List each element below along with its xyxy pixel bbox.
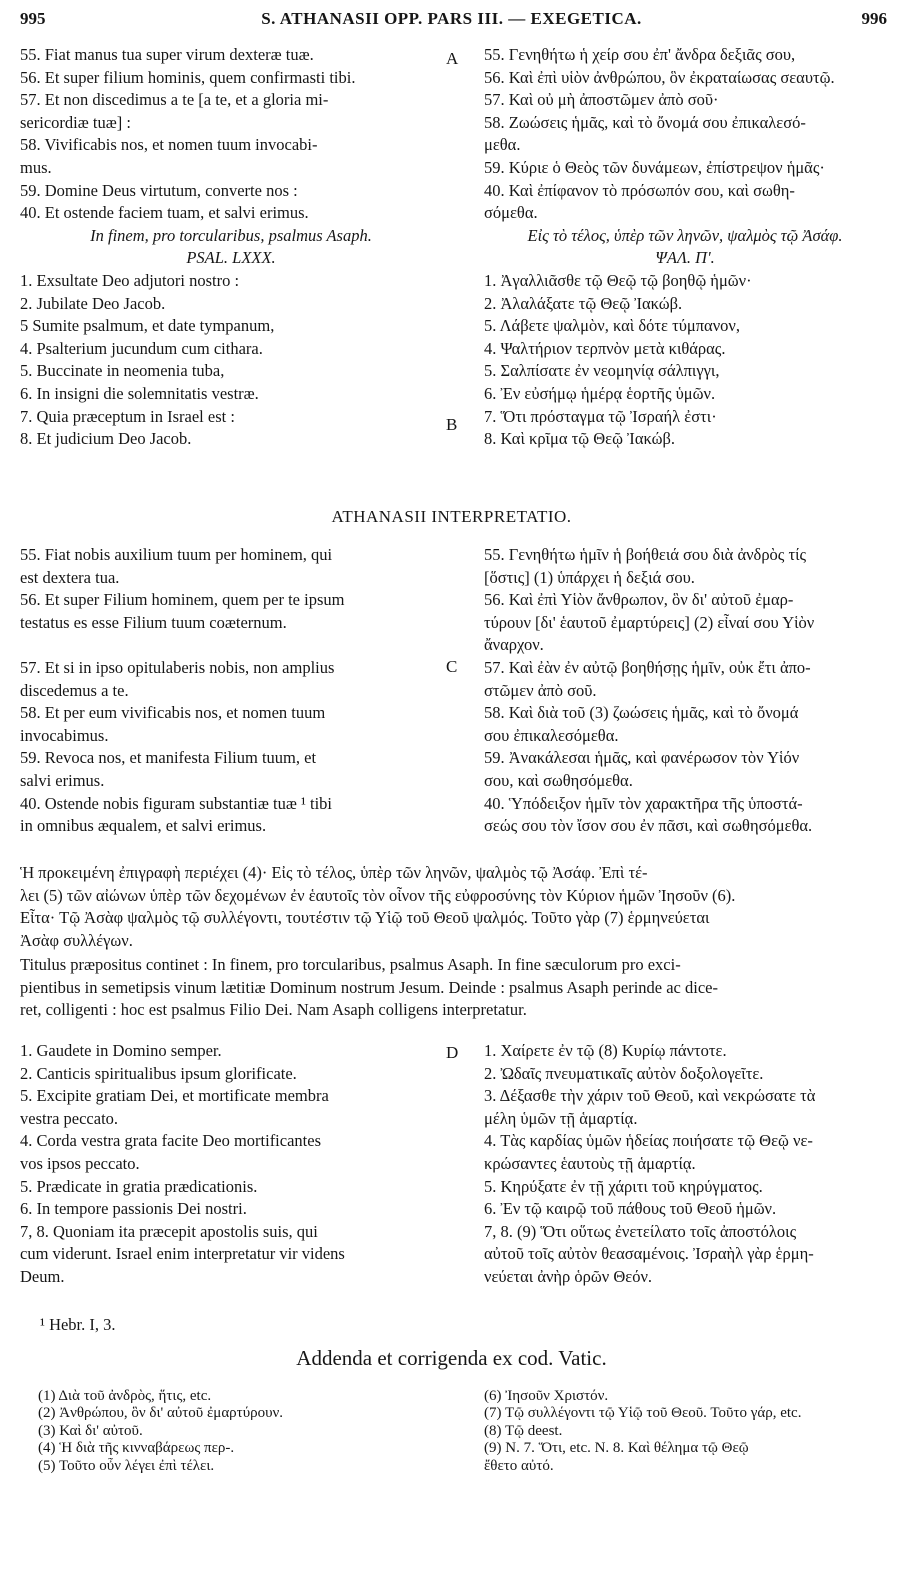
interp-greek-line: σεώς σου τὸν ἴσον σου ἐν πᾶσι, καὶ σωθησόμεθα. (484, 816, 813, 836)
addenda-note: (9) N. 7. Ὅτι, etc. N. 8. Καὶ θέλημα τῷ Θεῷ (484, 1440, 749, 1457)
final-latin-line: Deum. (20, 1266, 65, 1286)
final-greek-line: 7, 8. (9) Ὅτι οὕτως ἐνετείλατο τοῖς ἀποστόλοις (484, 1221, 797, 1241)
addenda-note: (7) Τῷ συλλέγοντι τῷ Υἱῷ τοῦ Θεοῦ. Τοῦτο γάρ, etc. (484, 1405, 802, 1422)
psalm-greek-line: 7. Ὅτι πρόσταγμα τῷ Ἰσραήλ ἐστι· (484, 406, 717, 426)
interp-latin-line: discedemus a te. (20, 680, 129, 700)
psalm-latin-line: 8. Et judicium Deo Jacob. (20, 429, 192, 449)
psalm-greek-line: μεθα. (484, 135, 521, 155)
interp-greek-line: 40. Ὑπόδειξον ἡμῖν τὸν χαρακτῆρα τῆς ὑποστά- (484, 793, 803, 813)
psalm-latin-heading: PSAL. LXXX. (186, 248, 276, 268)
addenda-note: (2) Ἀνθρώπου, ὃν δι' αὐτοῦ ἐμαρτύρουν. (38, 1405, 284, 1422)
greek-commentary-line: λει (5) τῶν αἰώνων ὑπὲρ τῶν δεχομένων ἐν ἑαυτοῖς τὸν οἶνον τῆς εὐφροσύνης τὸν Κύριον ἡμῶν Ἰησοῦν (6). (20, 885, 736, 905)
psalm-greek-line: 2. Ἀλαλάξατε τῷ Θεῷ Ἰακώβ. (484, 293, 683, 313)
interp-greek-line: 58. Καὶ διὰ τοῦ (3) ζωώσεις ἡμᾶς, καὶ τὸ ὄνομά (484, 703, 799, 723)
psalm-greek-line: 59. Κύριε ὁ Θεὸς τῶν δυνάμεων, ἐπίστρεψον ἡμᾶς· (484, 157, 825, 177)
final-greek-line: 1. Χαίρετε ἐν τῷ (8) Κυρίῳ πάντοτε. (484, 1041, 727, 1060)
final-latin-line: vestra peccato. (20, 1108, 119, 1128)
margin-marker-b: B (446, 415, 458, 434)
psalm-greek-line: 1. Ἀγαλλιᾶσθε τῷ Θεῷ τῷ βοηθῷ ἡμῶν· (484, 270, 752, 290)
left-page-number: 995 (20, 9, 46, 28)
final-latin-line: 4. Corda vestra grata facite Deo mortificantes (20, 1131, 321, 1151)
interp-latin-spacer (20, 634, 442, 657)
psalm-latin-line: 55. Fiat manus tua super virum dexteræ tuæ. (20, 45, 314, 64)
final-greek-line: κρώσαντες ἑαυτοὺς τῇ ἁμαρτίᾳ. (484, 1153, 696, 1173)
margin-marker-d: D (446, 1043, 459, 1062)
psalm-latin-line: 1. Exsultate Deo adjutori nostro : (20, 270, 240, 290)
final-greek-line: 2. Ὠδαῖς πνευματικαῖς αὐτὸν δοξολογεῖτε. (484, 1063, 764, 1083)
final-greek-line: 5. Κηρύξατε ἐν τῇ χάριτι τοῦ κηρύγματος. (484, 1176, 763, 1196)
interp-latin-line: est dextera tua. (20, 567, 120, 587)
interp-latin-line: 40. Ostende nobis figuram substantiæ tuæ ¹ tibi (20, 793, 333, 813)
final-greek-line: νεύεται ἀνὴρ ὁρῶν Θεόν. (484, 1266, 653, 1286)
interp-greek-line: 59. Ἀνακάλεσαι ἡμᾶς, καὶ φανέρωσον τὸν Υἱόν (484, 748, 800, 768)
psalm-greek-column (484, 44, 886, 451)
final-latin-column (20, 1040, 442, 1289)
psalm-latin-column (20, 44, 442, 451)
latin-commentary-line: pientibus in semetipsis vinum lætitiæ Dominum nostrum Jesum. Deinde : psalmus Asaph perinde ac dice- (20, 977, 718, 997)
psalm-latin-line: 5 Sumite psalmum, et date tympanum, (20, 316, 275, 336)
psalm-latin-line: 59. Domine Deus virtutum, converte nos : (20, 180, 298, 200)
final-latin-line: 1. Gaudete in Domino semper. (20, 1041, 222, 1060)
psalm-latin-line: 40. Et ostende faciem tuam, et salvi erimus. (20, 203, 309, 223)
psalm-greek-line: 4. Ψαλτήριον τερπνὸν μετὰ κιθάρας. (484, 338, 726, 358)
interp-greek-line: [ὅστις] (1) ὑπάρχει ἡ δεξιά σου. (484, 567, 695, 587)
psalm-greek-title: Εἰς τὸ τέλος, ὑπὲρ τῶν ληνῶν, ψαλμὸς τῷ Ἀσάφ. (527, 225, 843, 245)
psalm-latin-line: 2. Jubilate Deo Jacob. (20, 293, 166, 313)
psalm-greek-line: 55. Γενηθήτω ἡ χείρ σου ἐπ' ἄνδρα δεξιᾶς σου, (484, 45, 796, 64)
latin-commentary-paragraph (20, 954, 886, 1022)
psalm-greek-heading: ΨΑΛ. Π'. (655, 248, 715, 268)
interp-latin-line: 58. Et per eum vivificabis nos, et nomen tuum (20, 703, 326, 723)
final-greek-line: αὐτοῦ τοῖς αὐτὸν θεασαμένοις. Ἰσραὴλ γὰρ ἑρμη- (484, 1244, 814, 1264)
latin-commentary-line: ret, colligenti : hoc est psalmus Filio Dei. Nam Asaph colligens interpretatur. (20, 1000, 527, 1020)
psalm-latin-line: 5. Buccinate in neomenia tuba, (20, 361, 225, 381)
interpretatio-greek-column (484, 544, 886, 838)
psalm-greek-line: 5. Λάβετε ψαλμὸν, καὶ δότε τύμπανον, (484, 316, 740, 336)
addenda-note: (3) Καὶ δι' αὐτοῦ. (38, 1422, 143, 1439)
right-page-number: 996 (861, 9, 887, 28)
psalm-greek-line: 40. Καὶ ἐπίφανον τὸ πρόσωπόν σου, καὶ σωθη- (484, 180, 795, 200)
running-title: S. ATHANASII OPP. PARS III. — EXEGETICA. (261, 9, 642, 28)
interp-latin-line: 57. Et si in ipso opitulaberis nobis, non amplius (20, 657, 335, 677)
addenda-title: Addenda et corrigenda ex cod. Vatic. (296, 1346, 607, 1370)
psalm-greek-line: 57. Καὶ οὐ μὴ ἀποστῶμεν ἀπὸ σοῦ· (484, 90, 719, 110)
final-greek-line: μέλη ὑμῶν τῇ ἁμαρτίᾳ. (484, 1108, 638, 1128)
interp-latin-line: testatus es esse Filium tuum coæternum. (20, 612, 287, 632)
final-latin-line: 6. In tempore passionis Dei nostri. (20, 1199, 247, 1219)
final-latin-line: 5. Excipite gratiam Dei, et mortificate membra (20, 1086, 329, 1106)
addenda-note: (1) Διὰ τοῦ ἀνδρὸς, ἥτις, etc. (38, 1388, 212, 1404)
interp-latin-line: invocabimus. (20, 725, 109, 745)
greek-commentary-line: Ἀσὰφ συλλέγων. (20, 930, 133, 950)
interp-latin-line: 56. Et super Filium hominem, quem per te ipsum (20, 590, 345, 610)
psalm-latin-line: 57. Et non discedimus a te [a te, et a gloria mi- (20, 90, 329, 110)
psalm-greek-line: 56. Καὶ ἐπὶ υἱὸν ἀνθρώπου, ὃν ἐκραταίωσας σεαυτῷ. (484, 67, 835, 87)
addenda-note: (6) Ἰησοῦν Χριστόν. (484, 1388, 609, 1404)
interp-latin-line: in omnibus æqualem, et salvi erimus. (20, 816, 267, 836)
psalm-greek-line: 5. Σαλπίσατε ἐν νεομηνίᾳ σάλπιγγι, (484, 361, 720, 381)
footnote: ¹ Hebr. I, 3. (40, 1315, 116, 1334)
latin-commentary-line: Titulus præpositus continet : In finem, pro torcularibus, psalmus Asaph. In fine sæculorum pro exci- (20, 955, 681, 974)
margin-marker-c: C (446, 657, 458, 676)
final-greek-line: 6. Ἐν τῷ καιρῷ τοῦ πάθους τοῦ Θεοῦ ἡμῶν. (484, 1199, 777, 1219)
interpretatio-latin-column (20, 544, 442, 838)
interp-greek-line: σου ἐπικαλεσόμεθα. (484, 725, 619, 745)
interp-greek-line: σου, καὶ σωθησόμεθα. (484, 770, 633, 790)
interpretatio-title: ATHANASII INTERPRETATIO. (331, 507, 572, 526)
addenda-note: (4) Ἡ διὰ τῆς κινναβάρεως περ-. (38, 1440, 235, 1457)
psalm-latin-line: 58. Vivificabis nos, et nomen tuum invocabi- (20, 135, 318, 155)
psalm-latin-line: 6. In insigni die solemnitatis vestræ. (20, 383, 259, 403)
final-greek-column (484, 1040, 886, 1289)
addenda-note: (8) Τῷ deest. (484, 1422, 563, 1439)
interp-latin-line: salvi erimus. (20, 770, 105, 790)
final-greek-line: 4. Τὰς καρδίας ὑμῶν ἡδείας ποιήσατε τῷ Θεῷ νε- (484, 1131, 813, 1151)
psalm-latin-line: 4. Psalterium jucundum cum cithara. (20, 338, 263, 358)
addenda-note: ἔθετο αὐτό. (484, 1457, 554, 1474)
final-latin-line: 5. Prædicate in gratia prædicationis. (20, 1176, 258, 1196)
psalm-greek-line: 8. Καὶ κρῖμα τῷ Θεῷ Ἰακώβ. (484, 429, 676, 449)
greek-commentary-line: Ἡ προκειμένη ἐπιγραφὴ περιέχει (4)· Εἰς τὸ τέλος, ὑπὲρ τῶν ληνῶν, ψαλμὸς τῷ Ἀσάφ. Ἐπὶ τέ- (20, 863, 648, 882)
interp-greek-line: τύρουν [δι' ἑαυτοῦ ἐμαρτύρεις] (2) εἶναί σου Υἱὸν (484, 612, 815, 632)
psalm-latin-line: 7. Quia præceptum in Israel est : (20, 406, 235, 426)
final-latin-line: 7, 8. Quoniam ita præcepit apostolis suis, qui (20, 1221, 318, 1241)
greek-commentary-line: Εἶτα· Τῷ Ἀσὰφ ψαλμὸς τῷ συλλέγοντι, τουτέστιν τῷ Υἱῷ τοῦ Θεοῦ ψαλμός. Τοῦτο γὰρ (7) ἑρμηνεύεται (20, 908, 710, 928)
interp-latin-line: 59. Revoca nos, et manifesta Filium tuum, et (20, 748, 317, 768)
psalm-greek-line: σόμεθα. (484, 203, 538, 223)
interp-greek-line: ἄναρχον. (484, 635, 544, 655)
psalm-latin-line: sericordiæ tuæ] : (20, 112, 131, 132)
psalm-latin-line: mus. (20, 157, 52, 177)
interp-greek-line: 57. Καὶ ἐὰν ἐν αὐτῷ βοηθήσῃς ἡμῖν, οὐκ ἔτι ἀπο- (484, 657, 811, 677)
final-latin-line: cum viderunt. Israel enim interpretatur vir videns (20, 1244, 345, 1264)
final-latin-line: vos ipsos peccato. (20, 1153, 140, 1173)
interp-greek-line: 56. Καὶ ἐπὶ Υἱὸν ἄνθρωπον, ὃν δι' αὐτοῦ ἐμαρ- (484, 590, 794, 610)
margin-marker-a: A (446, 49, 459, 68)
interp-greek-line: 55. Γενηθήτω ἡμῖν ἡ βοήθειά σου διὰ ἀνδρὸς τίς (484, 545, 807, 564)
interp-greek-line: στῶμεν ἀπὸ σοῦ. (484, 680, 597, 700)
psalm-greek-line: 6. Ἐν εὐσήμῳ ἡμέρᾳ ἑορτῆς ὑμῶν. (484, 383, 716, 403)
psalm-latin-line: 56. Et super filium hominis, quem confirmasti tibi. (20, 67, 356, 87)
psalm-latin-title: In finem, pro torcularibus, psalmus Asaph. (90, 225, 372, 245)
psalm-greek-line: 58. Ζωώσεις ἡμᾶς, καὶ τὸ ὄνομά σου ἐπικαλεσό- (484, 112, 806, 132)
final-greek-line: 3. Δέξασθε τὴν χάριν τοῦ Θεοῦ, καὶ νεκρώσατε τὰ (484, 1086, 816, 1106)
addenda-note: (5) Τοῦτο οὖν λέγει ἐπὶ τέλει. (38, 1457, 215, 1474)
greek-commentary-paragraph (20, 862, 886, 952)
addenda-left-column (38, 1388, 448, 1475)
interp-latin-line: 55. Fiat nobis auxilium tuum per hominem, qui (20, 545, 333, 564)
final-latin-line: 2. Canticis spiritualibus ipsum glorificate. (20, 1063, 297, 1083)
addenda-right-column (484, 1388, 886, 1475)
